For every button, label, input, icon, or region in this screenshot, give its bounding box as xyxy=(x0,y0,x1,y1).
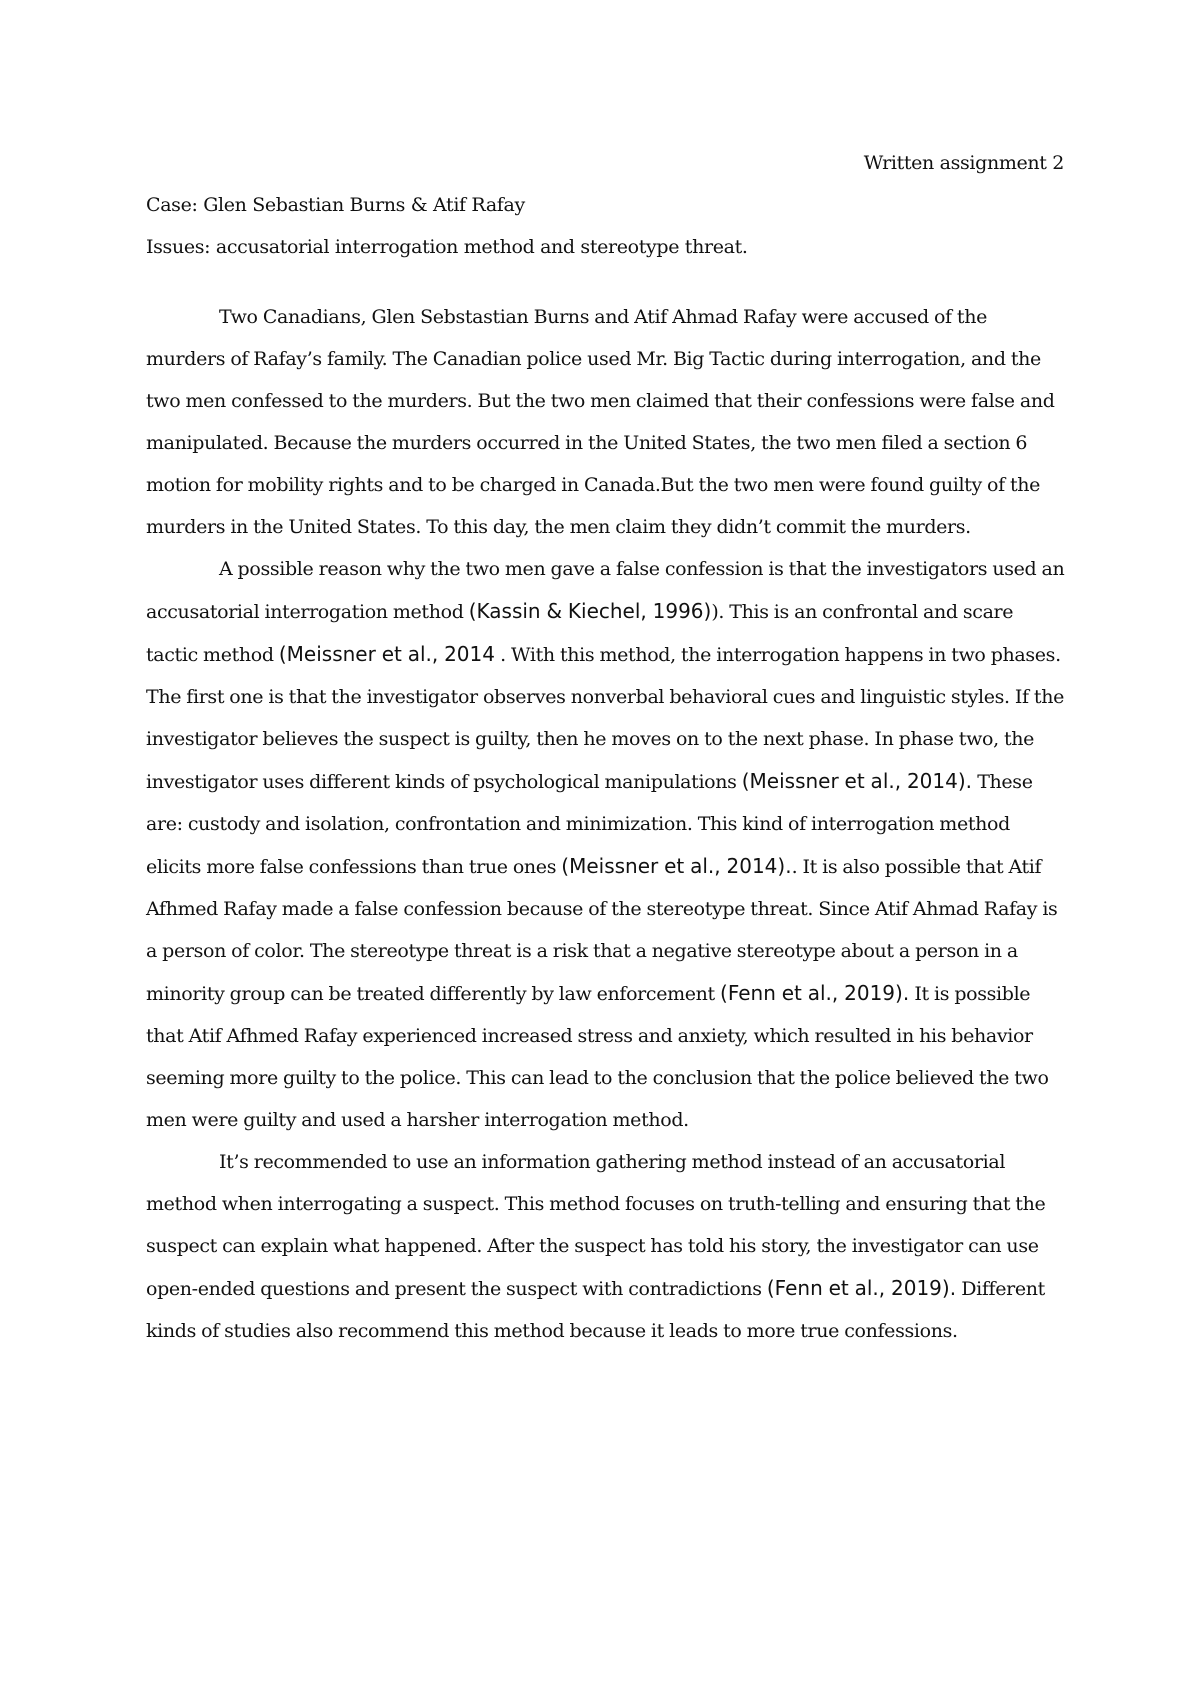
paragraph-2-text-2: ). This is an confrontal and scare tactic method xyxy=(146,601,1014,666)
paragraph-3-text-2: Different kinds of studies also recommend this method because it leads to more true confessions. xyxy=(146,1278,1045,1342)
citation-kassin-kiechel: (Kassin & Kiechel, 1996) xyxy=(468,599,712,623)
citation-fenn-1: (Fenn et al., 2019). xyxy=(720,981,910,1005)
citation-fenn-2: (Fenn et al., 2019). xyxy=(766,1276,957,1300)
paragraph-2 xyxy=(146,548,1066,1141)
issues-line: Issues: accusatorial interrogation method and stereotype threat. xyxy=(146,236,748,258)
paragraph-2-text-6: It is possible that Atif Afhmed Rafay experienced increased stress and anxiety, which resulted in his behavior seeming more guilty to the police. This can lead to the conclusion that the police believed the two men were guilty and used a harsher interrogation method. xyxy=(146,983,1049,1131)
paragraph-2-text-4: These are: custody and isolation, confrontation and minimization. This kind of interrogation method elicits more false confessions than true ones xyxy=(146,771,1033,878)
paragraph-3-text-1: It’s recommended to use an information gathering method instead of an accusatorial method when interrogating a suspect. This method focuses on truth-telling and ensuring that the suspect can explain what happened. After the suspect has told his story, the investigator can use open-ended questions and present the suspect with contradictions xyxy=(146,1151,1046,1300)
citation-meissner-2: (Meissner et al., 2014). xyxy=(741,769,973,793)
blank-line xyxy=(146,268,1066,296)
paragraph-2-text-3: . With this method, the interrogation happens in two phases. The first one is that the investigator observes nonverbal behavioral cues and linguistic styles. If the investigator believes the suspect is guilty, then he moves on to the next phase. In phase two, the investigator uses different kinds of psychological manipulations xyxy=(146,644,1064,793)
paragraph-1: Two Canadians, Glen Sebstastian Burns and Atif Ahmad Rafay were accused of the murders of Rafay’s family. The Canadian police used Mr. Big Tactic during interrogation, and the two men confessed to the murders. But the two men claimed that their confessions were false and manipulated. Because the murders occurred in the United States, the two men filed a section 6 motion for mobility rights and to be charged in Canada.But the two men were found guilty of the murders in the United States. To this day, the men claim they didn’t commit the murders. xyxy=(146,306,1055,538)
citation-meissner-3: (Meissner et al., 2014). xyxy=(561,854,792,878)
document-body xyxy=(146,142,1066,1352)
case-line: Case: Glen Sebastian Burns & Atif Rafay xyxy=(146,194,525,216)
paragraph-2-text-1: A possible reason why the two men gave a false confession is that the investigators used an accusatorial interrogation method xyxy=(146,558,1065,623)
citation-meissner-1: (Meissner et al., 2014 xyxy=(278,642,495,666)
paragraph-3 xyxy=(146,1141,1066,1352)
assignment-title: Written assignment 2 xyxy=(863,152,1064,174)
paragraph-2-text-5: . It is also possible that Atif Afhmed Rafay made a false confession because of the stereotype threat. Since Atif Ahmad Rafay is a person of color. The stereotype threat is a risk that a negative stereotype about a person in a minority group can be treated differently by law enforcement xyxy=(146,856,1058,1005)
